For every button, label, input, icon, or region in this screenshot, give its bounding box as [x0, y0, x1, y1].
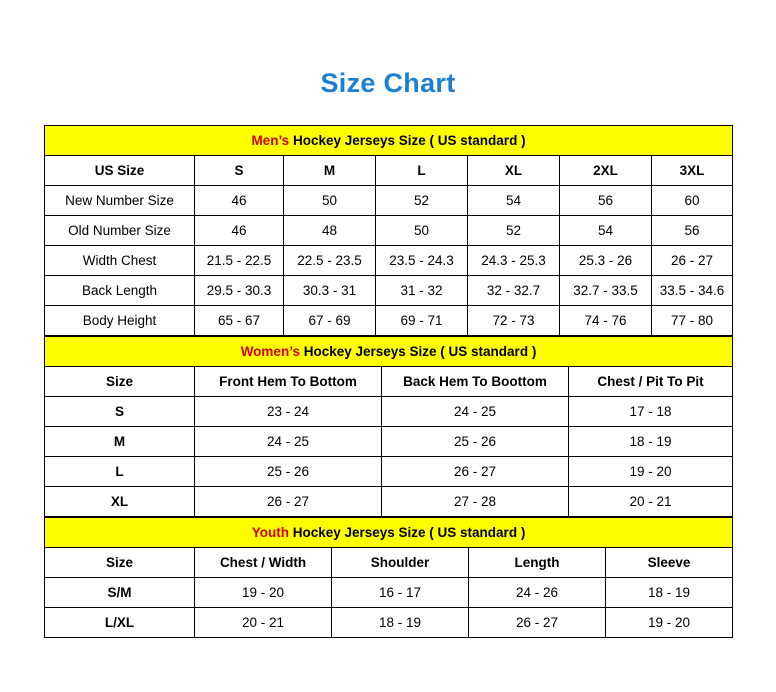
table-row — [45, 246, 733, 276]
womens-cell: 24 - 25 — [382, 397, 569, 427]
mens-cell: 52 — [468, 216, 560, 246]
womens-cell: 20 - 21 — [569, 487, 733, 517]
womens-cell: 24 - 25 — [195, 427, 382, 457]
youth-cell: 19 - 20 — [606, 608, 733, 638]
womens-cell: 25 - 26 — [195, 457, 382, 487]
womens-banner-rest: Hockey Jerseys Size ( US standard ) — [299, 344, 537, 359]
mens-header-cell: US Size — [45, 156, 195, 186]
mens-banner-accent: Men’s — [251, 133, 290, 148]
womens-cell: 26 - 27 — [382, 457, 569, 487]
mens-cell: 23.5 - 24.3 — [376, 246, 468, 276]
table-row — [45, 216, 733, 246]
womens-header-cell: Size — [45, 367, 195, 397]
mens-header-cell: XL — [468, 156, 560, 186]
mens-header-cell: M — [284, 156, 376, 186]
youth-header-cell: Size — [45, 548, 195, 578]
youth-cell: 16 - 17 — [332, 578, 469, 608]
mens-cell: 74 - 76 — [560, 306, 652, 336]
mens-cell: 50 — [376, 216, 468, 246]
mens-cell: 77 - 80 — [652, 306, 733, 336]
mens-cell: 26 - 27 — [652, 246, 733, 276]
womens-banner — [45, 337, 733, 367]
table-row — [45, 578, 733, 608]
table-banner-row — [45, 518, 733, 548]
table-row — [45, 487, 733, 517]
youth-cell: 19 - 20 — [195, 578, 332, 608]
mens-header-cell: S — [195, 156, 284, 186]
youth-row-label: S/M — [45, 578, 195, 608]
youth-banner — [45, 518, 733, 548]
womens-cell: 23 - 24 — [195, 397, 382, 427]
table-header-row — [45, 548, 733, 578]
womens-header-cell: Chest / Pit To Pit — [569, 367, 733, 397]
mens-cell: 29.5 - 30.3 — [195, 276, 284, 306]
mens-cell: 30.3 - 31 — [284, 276, 376, 306]
table-header-row — [45, 367, 733, 397]
mens-cell: 32.7 - 33.5 — [560, 276, 652, 306]
womens-cell: 26 - 27 — [195, 487, 382, 517]
youth-header-cell: Length — [469, 548, 606, 578]
mens-row-label: Old Number Size — [45, 216, 195, 246]
womens-cell: 18 - 19 — [569, 427, 733, 457]
mens-cell: 25.3 - 26 — [560, 246, 652, 276]
mens-cell: 24.3 - 25.3 — [468, 246, 560, 276]
womens-banner-accent: Women’s — [240, 344, 300, 359]
mens-cell: 22.5 - 23.5 — [284, 246, 376, 276]
mens-cell: 67 - 69 — [284, 306, 376, 336]
youth-size-table — [44, 517, 733, 638]
youth-header-cell: Sleeve — [606, 548, 733, 578]
womens-cell: 25 - 26 — [382, 427, 569, 457]
page-title: Size Chart — [320, 68, 456, 98]
mens-cell: 60 — [652, 186, 733, 216]
table-banner-row — [45, 337, 733, 367]
youth-header-cell: Shoulder — [332, 548, 469, 578]
womens-row-label: M — [45, 427, 195, 457]
womens-size-table — [44, 336, 733, 517]
mens-cell: 56 — [560, 186, 652, 216]
mens-cell: 69 - 71 — [376, 306, 468, 336]
mens-banner — [45, 126, 733, 156]
mens-banner-rest: Hockey Jerseys Size ( US standard ) — [289, 133, 526, 148]
mens-cell: 31 - 32 — [376, 276, 468, 306]
mens-cell: 52 — [376, 186, 468, 216]
size-chart-tables — [44, 125, 732, 638]
table-row — [45, 397, 733, 427]
mens-cell: 72 - 73 — [468, 306, 560, 336]
mens-cell: 56 — [652, 216, 733, 246]
mens-cell: 50 — [284, 186, 376, 216]
mens-cell: 65 - 67 — [195, 306, 284, 336]
mens-cell: 54 — [468, 186, 560, 216]
mens-header-cell: 2XL — [560, 156, 652, 186]
womens-row-label: XL — [45, 487, 195, 517]
womens-header-cell: Front Hem To Bottom — [195, 367, 382, 397]
mens-header-cell: L — [376, 156, 468, 186]
youth-banner-accent: Youth — [251, 525, 289, 540]
mens-row-label: Body Height — [45, 306, 195, 336]
table-row — [45, 608, 733, 638]
youth-cell: 24 - 26 — [469, 578, 606, 608]
table-header-row — [45, 156, 733, 186]
youth-cell: 18 - 19 — [332, 608, 469, 638]
youth-cell: 18 - 19 — [606, 578, 733, 608]
table-row — [45, 457, 733, 487]
womens-cell: 17 - 18 — [569, 397, 733, 427]
mens-row-label: New Number Size — [45, 186, 195, 216]
womens-row-label: S — [45, 397, 195, 427]
table-row — [45, 427, 733, 457]
mens-size-table — [44, 125, 733, 336]
youth-cell: 26 - 27 — [469, 608, 606, 638]
mens-cell: 32 - 32.7 — [468, 276, 560, 306]
mens-cell: 54 — [560, 216, 652, 246]
table-row — [45, 186, 733, 216]
youth-banner-rest: Hockey Jerseys Size ( US standard ) — [288, 525, 526, 540]
mens-header-cell: 3XL — [652, 156, 733, 186]
mens-cell: 48 — [284, 216, 376, 246]
table-row — [45, 276, 733, 306]
youth-cell: 20 - 21 — [195, 608, 332, 638]
womens-cell: 27 - 28 — [382, 487, 569, 517]
mens-cell: 21.5 - 22.5 — [195, 246, 284, 276]
mens-row-label: Width Chest — [45, 246, 195, 276]
table-row — [45, 306, 733, 336]
mens-cell: 46 — [195, 216, 284, 246]
mens-cell: 46 — [195, 186, 284, 216]
youth-row-label: L/XL — [45, 608, 195, 638]
mens-row-label: Back Length — [45, 276, 195, 306]
womens-cell: 19 - 20 — [569, 457, 733, 487]
table-banner-row — [45, 126, 733, 156]
youth-header-cell: Chest / Width — [195, 548, 332, 578]
womens-row-label: L — [45, 457, 195, 487]
mens-cell: 33.5 - 34.6 — [652, 276, 733, 306]
womens-header-cell: Back Hem To Boottom — [382, 367, 569, 397]
